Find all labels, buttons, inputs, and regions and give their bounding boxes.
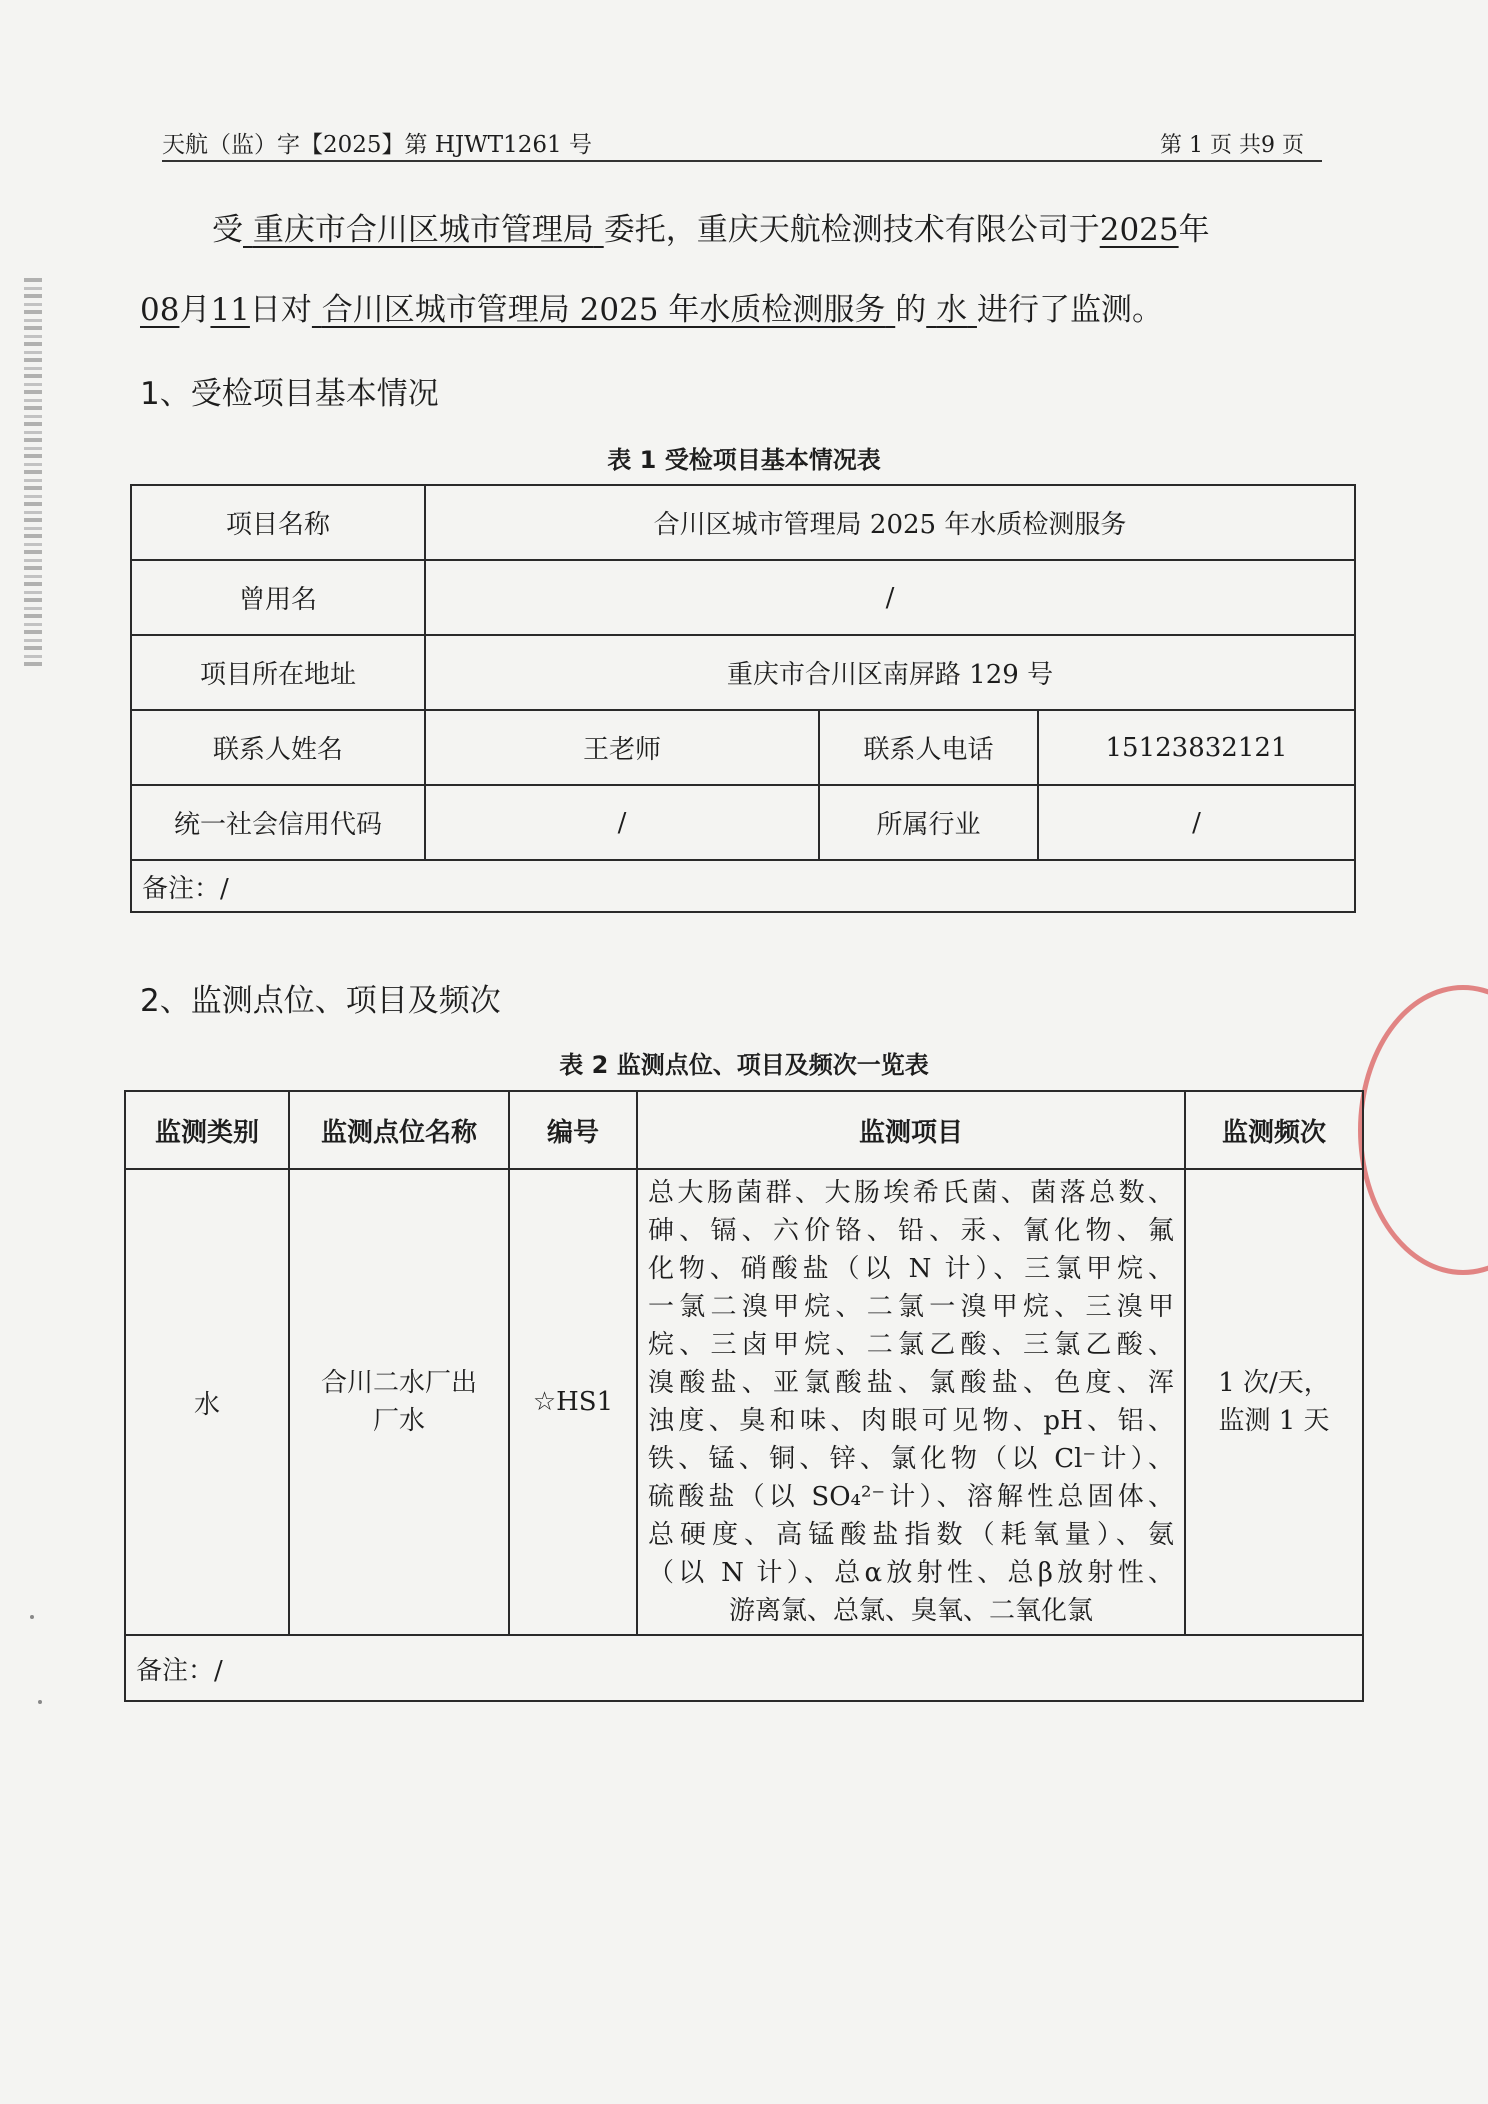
- table-2-remark: 备注：/: [125, 1635, 1363, 1701]
- year: 2025: [1099, 212, 1179, 248]
- phone-label: 联系人电话: [819, 710, 1038, 785]
- monitoring-item-line: 硫酸盐（以 SO₄²⁻计）、溶解性总固体、: [648, 1482, 1174, 1512]
- table-row: [125, 1169, 1363, 1635]
- project-name-text: 合川区城市管理局 2025 年水质检测服务: [321, 292, 886, 328]
- project-name: [312, 292, 895, 328]
- intro-text: 日对: [249, 292, 312, 328]
- monitoring-item-line: 游离氯、总氯、臭氧、二氧化氯: [728, 1596, 1093, 1626]
- former-name-value: /: [425, 560, 1355, 635]
- doc-number: 天航（监）字【2025】第 HJWT1261 号: [162, 132, 592, 158]
- credit-code-label: 统一社会信用代码: [131, 785, 425, 860]
- section-1-heading: 1、受检项目基本情况: [140, 376, 439, 412]
- section-2-heading: 2、监测点位、项目及频次: [140, 983, 501, 1019]
- scan-speck: [38, 1700, 42, 1704]
- monitoring-category: 水: [125, 1169, 289, 1635]
- subject-text: 水: [936, 292, 968, 328]
- table-header-row: [125, 1091, 1363, 1169]
- scan-speck: [30, 1615, 34, 1619]
- page-header: [162, 122, 1322, 162]
- intro-line-2: [140, 290, 1360, 330]
- address-label: 项目所在地址: [131, 635, 425, 710]
- column-header: 监测项目: [637, 1091, 1185, 1169]
- monitoring-item-line: 总硬度、高锰酸盐指数（耗氧量）、氨: [648, 1520, 1174, 1550]
- page-info: 第 1 页 共9 页: [1160, 133, 1304, 158]
- table-1-caption: 表 1 受检项目基本情况表: [607, 446, 881, 474]
- monitoring-item-line: 一氯二溴甲烷、二氯一溴甲烷、三溴甲: [648, 1292, 1174, 1322]
- monitoring-item-line: 烷、三卤甲烷、二氯乙酸、三氯乙酸、: [648, 1330, 1174, 1360]
- monitoring-frequency: [1185, 1169, 1363, 1635]
- site-name-line: 厂水: [372, 1406, 425, 1436]
- industry-value: /: [1038, 785, 1355, 860]
- project-name-label: 项目名称: [131, 485, 425, 560]
- table-2-caption: 表 2 监测点位、项目及频次一览表: [559, 1051, 929, 1079]
- frequency-line: 监测 1 天: [1218, 1406, 1330, 1436]
- table-1-remark: 备注：/: [131, 860, 1355, 912]
- intro-text: 委托，重庆天航检测技术有限公司于: [603, 212, 1100, 248]
- table-row: [131, 485, 1355, 560]
- site-name: [289, 1169, 509, 1635]
- credit-code-value: /: [425, 785, 819, 860]
- monitoring-table: [124, 1090, 1364, 1702]
- column-header: 监测点位名称: [289, 1091, 509, 1169]
- table-row: [131, 710, 1355, 785]
- subject: [926, 292, 977, 328]
- column-header: 监测类别: [125, 1091, 289, 1169]
- table-row: [131, 860, 1355, 912]
- table-row: [131, 785, 1355, 860]
- site-code: ☆HS1: [509, 1169, 637, 1635]
- monitoring-items: [637, 1169, 1185, 1635]
- frequency-line: 1 次/天，: [1218, 1368, 1330, 1398]
- phone-value: 15123832121: [1038, 710, 1355, 785]
- monitoring-item-line: 浊度、臭和味、肉眼可见物、pH、铝、: [648, 1406, 1174, 1436]
- monitoring-item-line: 砷、镉、六价铬、铅、汞、氰化物、氟: [648, 1216, 1174, 1246]
- table-row: [125, 1635, 1363, 1701]
- project-name-value: 合川区城市管理局 2025 年水质检测服务: [425, 485, 1355, 560]
- table-row: [131, 560, 1355, 635]
- month: 08: [140, 292, 180, 328]
- table-row: [131, 635, 1355, 710]
- monitoring-item-line: 总大肠菌群、大肠埃希氏菌、菌落总数、: [648, 1178, 1174, 1208]
- intro-text: 进行了监测。: [976, 292, 1163, 328]
- former-name-label: 曾用名: [131, 560, 425, 635]
- address-value: 重庆市合川区南屏路 129 号: [425, 635, 1355, 710]
- site-name-line: 合川二水厂出: [320, 1368, 477, 1398]
- monitoring-item-line: 铁、锰、铜、锌、氯化物（以 Cl⁻计）、: [648, 1444, 1174, 1474]
- industry-label: 所属行业: [819, 785, 1038, 860]
- intro-text: 年: [1178, 212, 1210, 248]
- intro-text: 的: [895, 292, 927, 328]
- intro-text: 受: [212, 212, 243, 248]
- monitoring-item-line: 化物、硝酸盐（以 N 计）、三氯甲烷、: [648, 1254, 1174, 1284]
- intro-text: 月: [179, 292, 211, 328]
- intro-line-1: [212, 210, 1432, 250]
- column-header: 编号: [509, 1091, 637, 1169]
- client-name-text: 重庆市合川区城市管理局: [252, 212, 594, 248]
- project-info-table: [130, 484, 1356, 913]
- column-header: 监测频次: [1185, 1091, 1363, 1169]
- client-name: [243, 212, 604, 248]
- monitoring-item-line: （以 N 计）、总α放射性、总β放射性、: [648, 1558, 1174, 1588]
- monitoring-item-line: 溴酸盐、亚氯酸盐、氯酸盐、色度、浑: [648, 1368, 1174, 1398]
- red-seal-stamp: [1358, 985, 1488, 1275]
- contact-value: 王老师: [425, 710, 819, 785]
- contact-label: 联系人姓名: [131, 710, 425, 785]
- day: 11: [210, 292, 250, 328]
